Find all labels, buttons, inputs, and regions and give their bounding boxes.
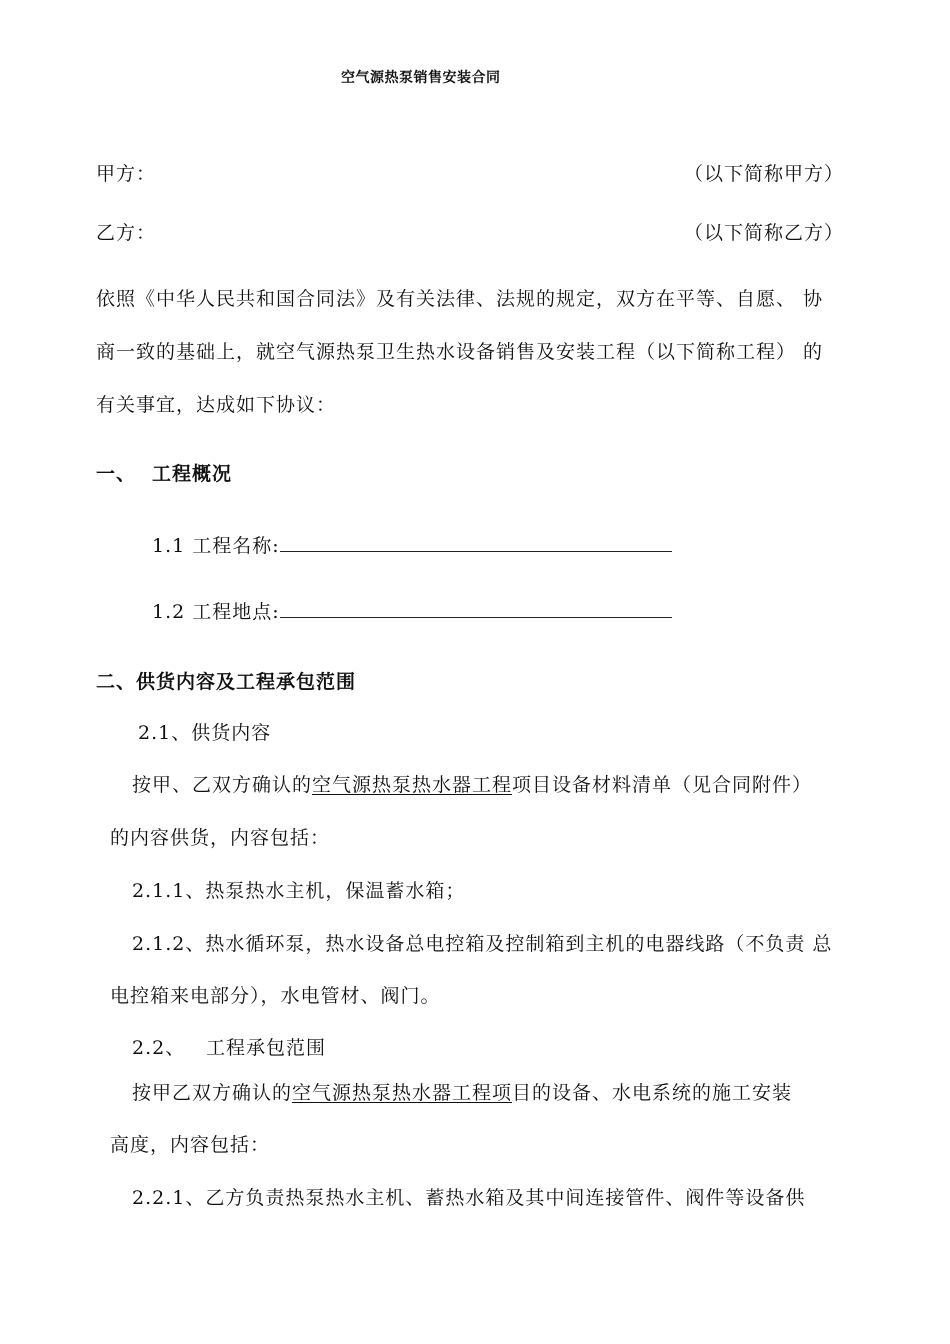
item-2-1-2-line-1: 2.1.2、热水循环泵，热水设备总电控箱及控制箱到主机的电器线路（不负责 总 <box>132 933 833 955</box>
subsection-2-1: 2.1、供货内容 <box>138 722 272 744</box>
party-b-alias: （以下简称乙方） <box>684 222 845 244</box>
preamble-line-3: 有关事宜，达成如下协议： <box>96 394 337 416</box>
item-2-1-1: 2.1.1、热泵热水主机，保温蓄水箱； <box>132 880 466 902</box>
preamble-line-2: 商一致的基础上，就空气源热泵卫生热水设备销售及安装工程（以下简称工程） 的 <box>96 341 824 363</box>
party-a-label: 甲方： <box>96 163 157 185</box>
party-a-alias: （以下简称甲方） <box>684 163 845 185</box>
scope-project-underlined: 空气源热泵热水器工程项 <box>292 1082 513 1104</box>
scope-paragraph-line-1 <box>132 1081 792 1105</box>
project-location-row <box>152 599 672 624</box>
section-1-number: 一、 <box>96 463 137 485</box>
scope-paragraph-line-2: 高度，内容包括： <box>110 1134 271 1156</box>
scope-text-pre: 按甲乙双方确认的 <box>132 1082 293 1104</box>
item-2-1-2-line-2: 电控箱来电部分），水电管材、阀门。 <box>110 985 441 1007</box>
project-location-blank <box>280 599 672 618</box>
scope-text-post: 目的设备、水电系统的施工安装 <box>512 1082 793 1104</box>
supply-paragraph-line-1 <box>132 773 812 797</box>
document-title: 空气源热泵销售安装合同 <box>341 70 501 86</box>
subsection-2-2-number: 2.2、 <box>132 1037 186 1059</box>
project-name-blank <box>280 533 672 552</box>
supply-text-post: 项目设备材料清单（见合同附件） <box>512 774 813 796</box>
supply-project-underlined: 空气源热泵热水器工程 <box>312 774 513 796</box>
subsection-2-2-heading: 工程承包范围 <box>206 1037 327 1059</box>
project-location-label: 1.2 工程地点: <box>152 601 280 623</box>
section-2-heading: 二、供货内容及工程承包范围 <box>96 671 357 693</box>
supply-text-pre: 按甲、乙双方确认的 <box>132 774 313 796</box>
party-b-label: 乙方： <box>96 222 157 244</box>
section-1-heading: 工程概况 <box>152 463 233 485</box>
item-2-2-1: 2.2.1、乙方负责热泵热水主机、蓄热水箱及其中间连接管件、阀件等设备供 <box>132 1187 806 1209</box>
supply-paragraph-line-2: 的内容供货，内容包括： <box>110 827 331 849</box>
project-name-label: 1.1 工程名称: <box>152 535 280 557</box>
preamble-line-1: 依照《中华人民共和国合同法》及有关法律、法规的规定，双方在平等、自愿、 协 <box>96 288 824 310</box>
project-name-row <box>152 533 672 558</box>
